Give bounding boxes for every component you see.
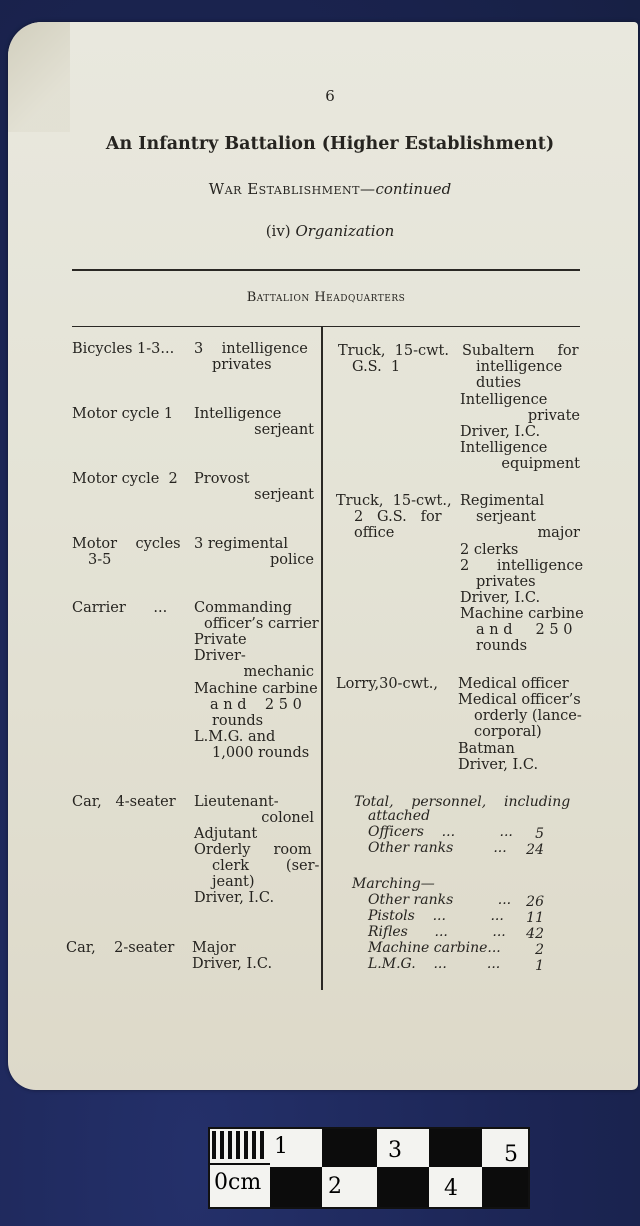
totals-officers-label: Officers ... ... (368, 824, 513, 840)
vehicle-truck-15cwt-2: Truck, 15-cwt., (336, 493, 452, 509)
desc-line: private (527, 408, 580, 424)
desc-line: Provost (194, 471, 250, 487)
desc-line: a n d 2 5 0 (210, 697, 302, 713)
desc-line: serjeant (254, 487, 314, 503)
vehicle-motor-cycle-1: Motor cycle 1 (72, 406, 174, 422)
vehicle-car-4-seater: Car, 4-seater (72, 794, 176, 810)
scale-square-3 (377, 1129, 429, 1167)
desc-line: Private (194, 632, 247, 648)
desc-line: Lieutenant- (194, 794, 279, 810)
scale-label-1: 1 (274, 1134, 288, 1159)
desc-line: Driver, I.C. (194, 890, 275, 906)
page-title: An Infantry Battalion (Higher Establishment) (105, 134, 555, 154)
scale-tick (236, 1131, 240, 1159)
desc-line: mechanic (243, 664, 314, 680)
desc-line: Intelligence (460, 392, 548, 408)
desc-line: officer’s carrier (204, 616, 319, 632)
vehicle-carrier: Carrier ... (72, 600, 168, 616)
totals-heading: Total, personnel, including (354, 794, 571, 810)
scale-tick (212, 1131, 216, 1159)
scale-tick (228, 1131, 232, 1159)
page-fold (8, 22, 70, 132)
desc-line: Major (192, 940, 236, 956)
desc-line: a n d 2 5 0 (476, 622, 573, 638)
desc-line: Driver, I.C. (192, 956, 273, 972)
desc-line: 2 intelligence (460, 558, 584, 574)
vehicle-car-2-seater: Car, 2-seater (66, 940, 175, 956)
marching-rifles-value: 42 (526, 926, 544, 942)
marching-lmg-label: L.M.G. ... ... (368, 956, 501, 972)
section-name: Organization (295, 222, 395, 240)
scale-tick (220, 1131, 224, 1159)
desc-line: 3 regimental (194, 536, 289, 552)
vehicle-lorry-30cwt: Lorry,30-cwt., (336, 676, 439, 692)
section-label (0, 222, 640, 240)
desc-line: 1,000 rounds (212, 745, 310, 761)
desc-line: privates (476, 574, 536, 590)
scale-square-6 (270, 1167, 322, 1207)
vehicle-truck-office: office (354, 525, 395, 541)
scale-tick (244, 1131, 248, 1159)
desc-line: Driver, I.C. (460, 424, 541, 440)
scale-square-2 (322, 1129, 377, 1167)
totals-other-ranks-value: 24 (526, 842, 544, 858)
scale-label-4: 4 (444, 1176, 458, 1201)
desc-line: serjeant (476, 509, 536, 525)
desc-line: intelligence (476, 359, 563, 375)
scale-label-5: 5 (504, 1142, 518, 1167)
measurement-scale (208, 1127, 530, 1209)
scale-line (210, 1163, 270, 1165)
scale-square-8 (377, 1167, 429, 1207)
desc-line: jeant) (212, 874, 255, 890)
vehicle-truck-gs-2: 2 G.S. for (354, 509, 442, 525)
vehicle-motor-cycles-3-5-range: 3-5 (88, 552, 112, 568)
desc-line: Machine carbine (460, 606, 584, 622)
top-rule (72, 269, 580, 271)
page-number: 6 (325, 87, 335, 105)
subtitle-main: War Establishment— (208, 180, 376, 198)
marching-pistols-label: Pistols ... ... (368, 908, 504, 924)
desc-line: Machine carbine (194, 681, 318, 697)
desc-line: rounds (476, 638, 528, 654)
desc-line: Adjutant (194, 826, 258, 842)
desc-line: Medical officer’s (458, 692, 581, 708)
totals-attached: attached (368, 808, 431, 824)
marching-heading: Marching— (352, 876, 435, 892)
desc-line: clerk (ser- (212, 858, 320, 874)
scale-square-4 (429, 1129, 482, 1167)
desc-line: major (537, 525, 580, 541)
scale-label-0cm: 0cm (214, 1170, 262, 1195)
desc-line: colonel (261, 810, 314, 826)
vehicle-motor-cycles-3-5: Motor cycles (72, 536, 181, 552)
scale-square-10 (482, 1167, 528, 1207)
desc-line: Commanding (194, 600, 292, 616)
vehicle-truck-15cwt-1: Truck, 15-cwt. (338, 343, 449, 359)
desc-line: Driver, I.C. (458, 757, 539, 773)
desc-line: serjeant (254, 422, 314, 438)
desc-line: Orderly room (194, 842, 312, 858)
desc-line: 2 clerks (460, 542, 519, 558)
desc-line: rounds (212, 713, 264, 729)
marching-carbine-label: Machine carbine... (368, 940, 501, 956)
marching-carbine-value: 2 (535, 942, 544, 958)
desc-line: Intelligence (460, 440, 548, 456)
scale-label-2: 2 (328, 1174, 342, 1199)
heading-rule (72, 326, 580, 327)
scale-tick (260, 1131, 264, 1159)
desc-line: Regimental (460, 493, 545, 509)
marching-lmg-value: 1 (535, 958, 544, 974)
subtitle (0, 180, 640, 198)
desc-line: equipment (501, 456, 580, 472)
column-divider (321, 327, 323, 990)
desc-line: Driver- (194, 648, 246, 664)
desc-line: privates (212, 357, 272, 373)
desc-line: 3 intelligence (194, 341, 308, 357)
marching-other-ranks-value: 26 (526, 894, 544, 910)
section-numeral: (iv) (265, 222, 291, 240)
desc-line: Driver, I.C. (460, 590, 541, 606)
desc-line: police (270, 552, 314, 568)
marching-other-ranks-label: Other ranks ... (368, 892, 512, 908)
subtitle-continued: continued (375, 180, 452, 198)
desc-line: orderly (lance- (474, 708, 582, 724)
totals-other-ranks-label: Other ranks ... (368, 840, 507, 856)
vehicle-motor-cycle-2: Motor cycle 2 (72, 471, 178, 487)
desc-line: duties (476, 375, 522, 391)
desc-line: Medical officer (458, 676, 569, 692)
section-heading: Battalion Headquarters (246, 290, 406, 305)
vehicle-bicycles: Bicycles 1-3... (72, 341, 175, 357)
vehicle-truck-gs-1: G.S. 1 (352, 359, 401, 375)
marching-pistols-value: 11 (526, 910, 544, 926)
marching-rifles-label: Rifles ... ... (368, 924, 506, 940)
desc-line: Subaltern for (462, 343, 579, 359)
desc-line: L.M.G. and (194, 729, 276, 745)
desc-line: corporal) (474, 724, 542, 740)
desc-line: Intelligence (194, 406, 282, 422)
desc-line: Batman (458, 741, 515, 757)
scale-tick (252, 1131, 256, 1159)
totals-officers-value: 5 (535, 826, 544, 842)
scale-label-3: 3 (388, 1138, 402, 1163)
